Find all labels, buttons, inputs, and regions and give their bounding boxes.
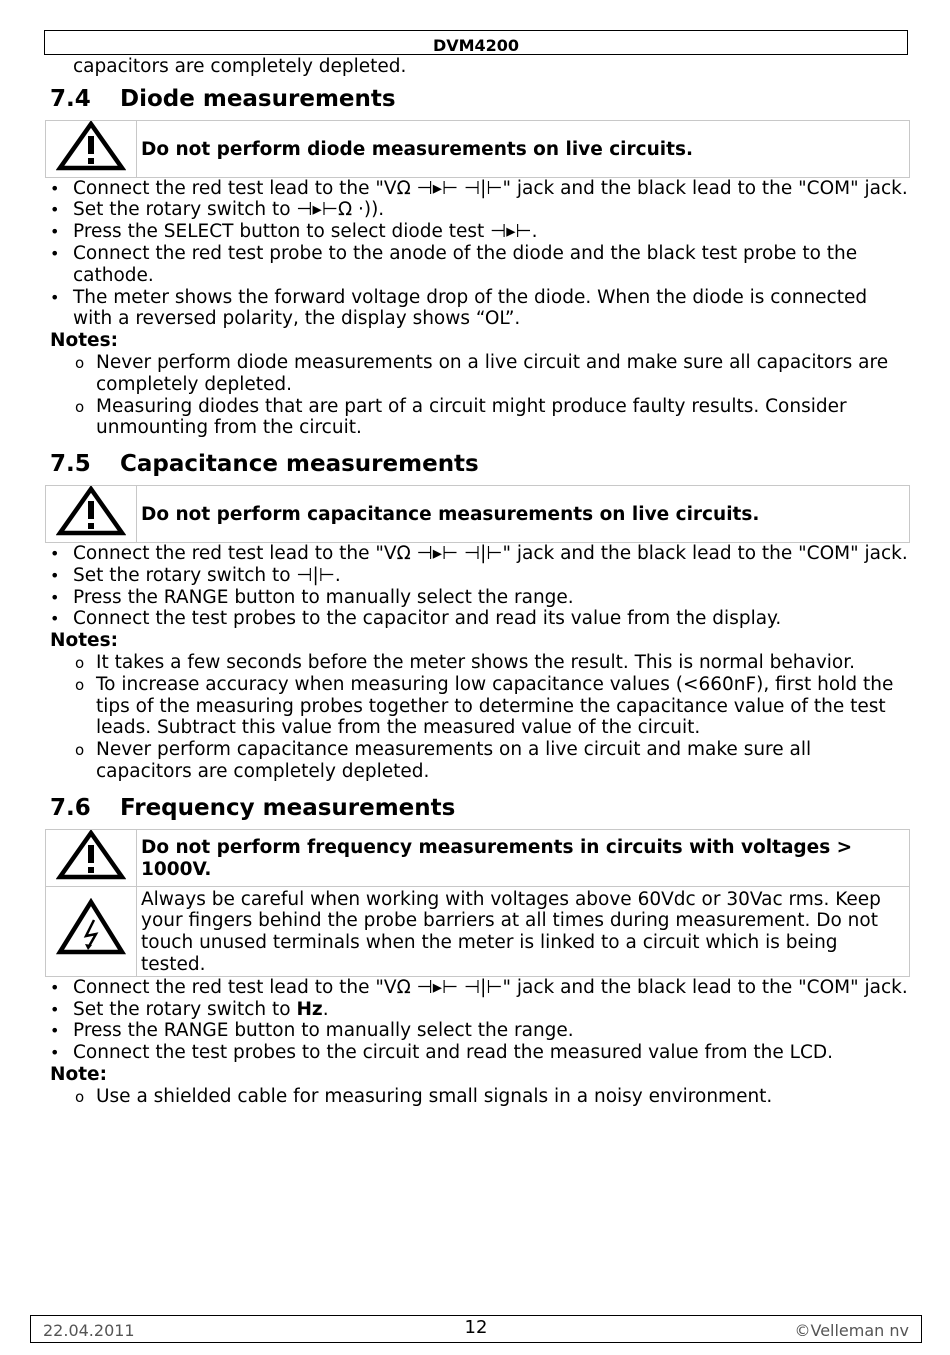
note-item: o Never perform capacitance measurements on a live circuit and make sure all capacitors are completely depleted. xyxy=(73,739,912,783)
note-item: o Use a shielded cable for measuring small signals in a noisy environment. xyxy=(73,1086,912,1108)
page-footer xyxy=(30,1315,922,1343)
instruction-list xyxy=(50,178,912,331)
warning-icon xyxy=(46,829,137,886)
warning-box xyxy=(45,829,910,977)
list-item: • Press the SELECT button to select diode test ⊣▸⊢. xyxy=(50,221,912,243)
list-item: • Set the rotary switch to ⊣|⊢. xyxy=(50,565,912,587)
notes-list xyxy=(50,352,912,439)
list-item: • Connect the red test lead to the "VΩ ⊣▸⊢ ⊣|⊢" jack and the black lead to the "COM" jack. xyxy=(50,178,912,200)
continuation-text: capacitors are completely depleted. xyxy=(73,56,407,77)
note-item: o Measuring diodes that are part of a circuit might produce faulty results. Consider unmounting from the circuit. xyxy=(73,396,912,440)
list-item xyxy=(50,999,912,1021)
header-title: DVM4200 xyxy=(432,36,520,55)
high-voltage-icon xyxy=(46,886,137,976)
page-number: 12 xyxy=(464,1317,488,1338)
section-number: 7.6 xyxy=(50,794,91,821)
instruction-list xyxy=(50,977,912,1064)
section-title: Frequency measurements xyxy=(120,794,456,821)
section-title: Diode measurements xyxy=(120,85,396,112)
list-item: • Press the RANGE button to manually select the range. xyxy=(50,587,912,609)
notes-label: Note: xyxy=(50,1063,107,1085)
section-number: 7.5 xyxy=(50,451,91,478)
page-header xyxy=(44,30,908,55)
list-item-end: . xyxy=(322,998,329,1020)
warning-box xyxy=(45,485,910,543)
section-heading-7-6 xyxy=(50,787,912,829)
note-item: o It takes a few seconds before the meter shows the result. This is normal behavior. xyxy=(73,652,912,674)
list-item: • Connect the red test probe to the anode of the diode and the black test probe to the cathode. xyxy=(50,243,912,287)
note-item: o To increase accuracy when measuring low capacitance values (<660nF), first hold the tips of the measuring probes together to determine the capacitance value of the test leads. Subtract this value from the measured value of the circuit. xyxy=(73,674,912,739)
warning-icon xyxy=(46,486,137,543)
rotary-setting: Hz xyxy=(296,998,323,1020)
list-item: • Press the RANGE button to manually select the range. xyxy=(50,1020,912,1042)
warning-icon xyxy=(46,120,137,177)
warning-box xyxy=(45,120,910,178)
section-heading-7-4 xyxy=(50,78,912,120)
list-item-text: Set the rotary switch to xyxy=(73,998,291,1020)
list-item: • The meter shows the forward voltage drop of the diode. When the diode is connected with a reversed polarity, the display shows “OL”. xyxy=(50,287,912,331)
footer-date: 22.04.2011 xyxy=(43,1321,135,1340)
warning-text: Do not perform diode measurements on live circuits. xyxy=(137,120,910,177)
instruction-list xyxy=(50,543,912,630)
note-item: o Never perform diode measurements on a live circuit and make sure all capacitors are completely depleted. xyxy=(73,352,912,396)
notes-label: Notes: xyxy=(50,330,118,352)
warning-text: Do not perform frequency measurements in circuits with voltages > 1000V. xyxy=(137,829,910,886)
page-content xyxy=(50,56,912,1107)
list-item: • Connect the red test lead to the "VΩ ⊣▸⊢ ⊣|⊢" jack and the black lead to the "COM" jack. xyxy=(50,977,912,999)
section-number: 7.4 xyxy=(50,85,91,112)
section-title: Capacitance measurements xyxy=(120,451,479,478)
warning-text: Do not perform capacitance measurements on live circuits. xyxy=(137,486,910,543)
footer-copyright: ©Velleman nv xyxy=(794,1321,909,1340)
notes-list xyxy=(50,652,912,783)
list-item: • Connect the red test lead to the "VΩ ⊣▸⊢ ⊣|⊢" jack and the black lead to the "COM" jack. xyxy=(50,543,912,565)
notes-list xyxy=(50,1086,912,1108)
list-item: • Connect the test probes to the capacitor and read its value from the display. xyxy=(50,608,912,630)
list-item: • Set the rotary switch to ⊣▸⊢Ω ·)). xyxy=(50,199,912,221)
section-heading-7-5 xyxy=(50,443,912,485)
notes-label: Notes: xyxy=(50,630,118,652)
list-item: • Connect the test probes to the circuit and read the measured value from the LCD. xyxy=(50,1042,912,1064)
caution-text: Always be careful when working with voltages above 60Vdc or 30Vac rms. Keep your fingers behind the probe barriers at all times during measurement. Do not touch unused terminals when the meter is linked to a circuit which is being tested. xyxy=(137,886,910,976)
